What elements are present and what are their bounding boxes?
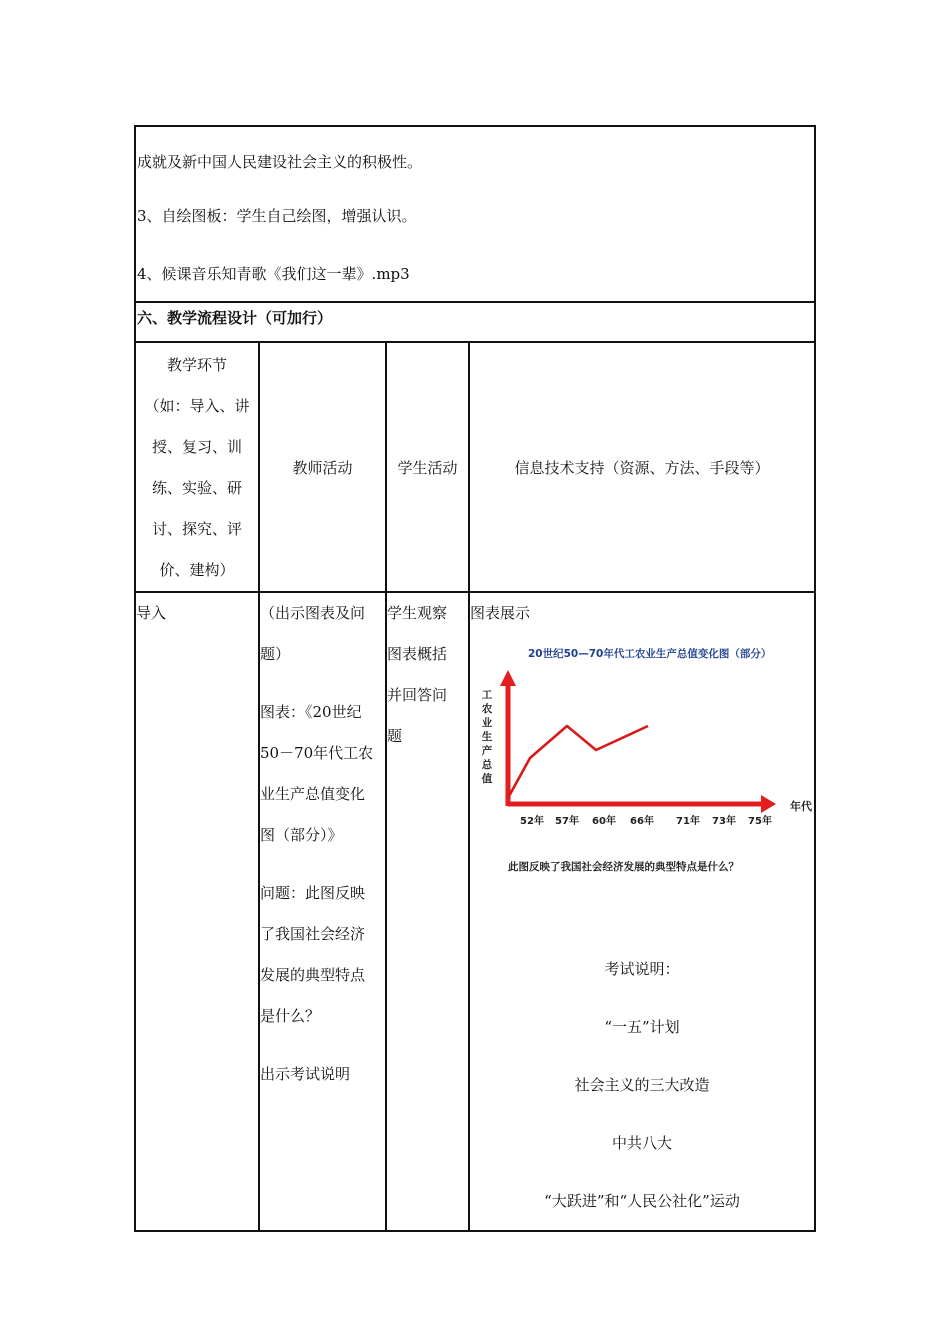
- x-tick-label: 52年: [520, 816, 544, 827]
- header-stage: [135, 342, 259, 592]
- materials-cell: [135, 126, 815, 302]
- x-tick-label: 73年: [712, 816, 736, 827]
- materials-row: [135, 126, 815, 302]
- header-row: [135, 342, 815, 592]
- y-axis-label-char: 工: [481, 689, 493, 701]
- header-teacher: 教师活动: [259, 342, 386, 592]
- header-stage-line: 练、实验、研: [151, 479, 242, 497]
- chart-caption: 此图反映了我国社会经济发展的典型特点是什么？: [508, 861, 739, 872]
- exam-item: “大跃进”和“人民公社化”运动: [544, 1192, 740, 1210]
- teacher-cell: [259, 592, 386, 1231]
- student-line: 学生观察: [387, 604, 448, 622]
- teacher-line: 题）: [260, 645, 291, 663]
- section-row: [135, 302, 815, 342]
- material-line: 3、自绘图板：学生自己绘图，增强认识。: [137, 207, 417, 225]
- teacher-line: 问题：此图反映: [260, 884, 366, 902]
- y-axis-label-char: 业: [481, 717, 493, 729]
- student-line: 题: [387, 727, 403, 745]
- teacher-line: 发展的典型特点: [260, 966, 366, 984]
- production-chart: [470, 640, 816, 872]
- material-line: 4、候课音乐知青歌《我们这一辈》.mp3: [137, 265, 410, 283]
- teacher-line: 图表：《20世纪: [260, 703, 362, 721]
- student-line: 图表概括: [387, 645, 448, 663]
- y-axis-label-char: 生: [481, 731, 493, 743]
- chart-title: 20世纪50—70年代工农业生产总值变化图（部分）: [528, 648, 772, 660]
- header-stage-line: 授、复习、训: [151, 438, 242, 456]
- header-stage-line: 教学环节: [166, 356, 227, 374]
- tech-label: 图表展示: [470, 604, 531, 622]
- y-axis-label-char: 产: [481, 745, 493, 757]
- section-title: 六、教学流程设计（可加行）: [135, 302, 815, 342]
- stage-cell: [135, 592, 259, 1231]
- header-stage-line: 价、建构）: [159, 561, 235, 579]
- x-tick-label: 75年: [748, 816, 772, 827]
- teacher-line: 是什么？: [260, 1007, 321, 1025]
- tech-cell: [469, 592, 815, 1231]
- series-line: [508, 726, 648, 798]
- material-line: 成就及新中国人民建设社会主义的积极性。: [137, 153, 423, 171]
- y-axis-arrow: [500, 670, 516, 686]
- header-stage-line: 讨、探究、评: [151, 520, 242, 538]
- lesson-table: [134, 125, 816, 1232]
- x-tick-label: 71年: [676, 816, 700, 827]
- exam-item: “一五”计划: [604, 1018, 680, 1036]
- student-cell: [386, 592, 469, 1231]
- teacher-line: （出示图表及问: [260, 604, 366, 622]
- x-tick-label: 60年: [592, 816, 616, 827]
- teacher-line: 了我国社会经济: [260, 925, 366, 943]
- header-tech: 信息技术支持（资源、方法、手段等）: [469, 342, 815, 592]
- exam-title: 考试说明：: [604, 960, 680, 978]
- x-tick-label: 57年: [555, 816, 579, 827]
- x-axis-label: 年代: [790, 800, 812, 813]
- exam-item: 中共八大: [612, 1134, 673, 1152]
- header-stage-line: （如：导入、讲: [144, 397, 250, 415]
- exam-item: 社会主义的三大改造: [574, 1076, 710, 1094]
- y-axis-label-char: 农: [481, 703, 493, 715]
- y-axis-label-char: 值: [481, 773, 493, 785]
- header-student: 学生活动: [386, 342, 469, 592]
- intro-row: [135, 592, 815, 1231]
- x-tick-label: 66年: [630, 816, 654, 827]
- teacher-line: 50－70年代工农: [260, 744, 374, 762]
- stage-label: 导入: [136, 604, 167, 622]
- teacher-line: 业生产总值变化: [260, 785, 366, 803]
- x-axis-arrow: [761, 795, 776, 813]
- student-line: 并回答问: [387, 686, 448, 704]
- teacher-line: 出示考试说明: [260, 1065, 351, 1083]
- teacher-line: 图（部分）》: [260, 826, 343, 844]
- y-axis-label-char: 总: [481, 759, 493, 771]
